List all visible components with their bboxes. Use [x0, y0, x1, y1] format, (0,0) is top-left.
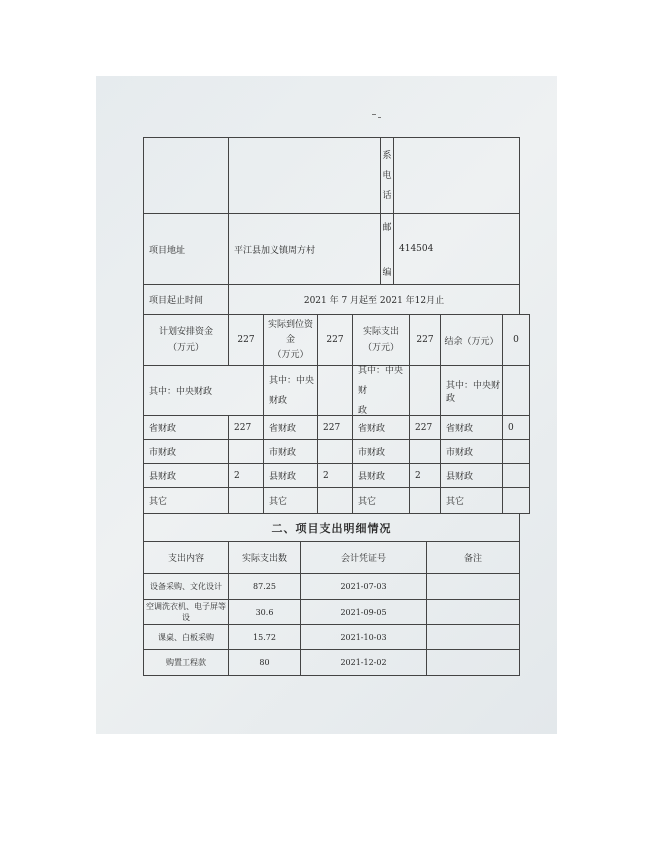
- finance-row-label: 县财政: [143, 463, 229, 488]
- central-finance-label-b-line: 财政: [269, 395, 288, 406]
- finance-row-value-a: 2: [228, 463, 264, 488]
- finance-row-label-d: 省财政: [440, 415, 503, 440]
- finance-row-value-b: [317, 487, 353, 514]
- planned-funds-label-unit: （万元）: [167, 343, 204, 353]
- received-funds-value: 227: [317, 314, 353, 366]
- finance-row-value-c: 227: [409, 415, 441, 440]
- finance-row-value-d: [502, 463, 530, 488]
- contact-value-blank: [228, 137, 381, 214]
- finance-row-value-a: 227: [228, 415, 264, 440]
- period-value: 2021 年 7 月起至 2021 年12月止: [228, 284, 520, 315]
- section2-title: 二、项目支出明细情况: [143, 513, 520, 542]
- contact-phone-label: [380, 137, 394, 214]
- central-finance-label-c-line: 其中：中央财: [358, 365, 404, 396]
- finance-row-value-c: 2: [409, 463, 441, 488]
- detail-header-content: 支出内容: [143, 541, 229, 574]
- detail-row-content: 设备采购、文化设计: [143, 573, 229, 600]
- received-funds-label-line: 金: [285, 334, 295, 345]
- contact-label-char: 话: [382, 190, 392, 201]
- finance-row-label-c: 其它: [352, 487, 410, 514]
- received-funds-label: [263, 314, 318, 366]
- postcode-label-char: 邮: [382, 223, 392, 233]
- detail-row-content: 课桌、白板采购: [143, 624, 229, 650]
- contact-phone-value: [393, 137, 520, 214]
- detail-row-content: 购置工程款: [143, 649, 229, 676]
- detail-row-note: [426, 599, 520, 625]
- detail-row-content: 空调洗衣机、电子屏等设: [143, 599, 229, 625]
- finance-row-label-b: 省财政: [263, 415, 318, 440]
- finance-row-label-d: 其它: [440, 487, 503, 514]
- detail-header-amount: 实际支出数: [228, 541, 301, 574]
- detail-row-amount: 80: [228, 649, 301, 676]
- received-funds-label-unit: （万元）: [272, 349, 309, 360]
- finance-row-value-b: [317, 439, 353, 464]
- detail-row-amount: 87.25: [228, 573, 301, 600]
- period-label: 项目起止时间: [143, 284, 229, 315]
- planned-funds-label-line: 计划安排资金: [158, 327, 213, 337]
- central-finance-label-a: 其中：中央财政: [143, 365, 264, 416]
- balance-value: 0: [502, 314, 530, 366]
- postcode-label-char: 编: [382, 268, 392, 278]
- contact-label-char: 电: [382, 170, 392, 181]
- spent-funds-label: [352, 314, 410, 366]
- detail-header-voucher: 会计凭证号: [300, 541, 427, 574]
- finance-row-value-d: [502, 439, 530, 464]
- scan-speck: [378, 117, 381, 118]
- central-finance-label-c: [352, 365, 410, 416]
- central-finance-value-c: [409, 365, 441, 416]
- balance-label: 结余（万元）: [440, 314, 503, 366]
- spent-funds-label-unit: （万元）: [362, 343, 399, 353]
- finance-row-value-c: [409, 439, 441, 464]
- detail-row-note: [426, 649, 520, 676]
- central-finance-label-b: [263, 365, 318, 416]
- scan-speck: [372, 114, 376, 115]
- central-finance-label-b-line: 其中：中央: [269, 375, 315, 386]
- finance-row-label-b: 市财政: [263, 439, 318, 464]
- detail-row-voucher: 2021-09-05: [300, 599, 427, 625]
- received-funds-label-line: 实际到位资: [267, 319, 313, 330]
- detail-row-voucher: 2021-12-02: [300, 649, 427, 676]
- detail-row-amount: 15.72: [228, 624, 301, 650]
- detail-row-voucher: 2021-10-03: [300, 624, 427, 650]
- detail-row-voucher: 2021-07-03: [300, 573, 427, 600]
- address-value: 平江县加义镇周方村: [228, 213, 381, 285]
- finance-row-label-c: 市财政: [352, 439, 410, 464]
- finance-row-label-d: 县财政: [440, 463, 503, 488]
- contact-label-char: 系: [382, 150, 392, 161]
- detail-row-note: [426, 573, 520, 600]
- finance-row-value-b: 227: [317, 415, 353, 440]
- finance-row-label: 省财政: [143, 415, 229, 440]
- finance-row-label-b: 其它: [263, 487, 318, 514]
- central-finance-value-d: [502, 365, 530, 416]
- finance-row-value-c: [409, 487, 441, 514]
- finance-row-value-a: [228, 439, 264, 464]
- finance-row-value-d: 0: [502, 415, 530, 440]
- planned-funds-label: [143, 314, 229, 366]
- detail-row-amount: 30.6: [228, 599, 301, 625]
- finance-row-label: 其它: [143, 487, 229, 514]
- finance-row-value-b: 2: [317, 463, 353, 488]
- finance-row-value-d: [502, 487, 530, 514]
- finance-row-label-b: 县财政: [263, 463, 318, 488]
- address-label: 项目地址: [143, 213, 229, 285]
- detail-header-note: 备注: [426, 541, 520, 574]
- finance-row-label: 市财政: [143, 439, 229, 464]
- finance-row-label-d: 市财政: [440, 439, 503, 464]
- finance-row-value-a: [228, 487, 264, 514]
- spent-funds-value: 227: [409, 314, 441, 366]
- central-finance-label-c-line: 政: [358, 405, 368, 416]
- postcode-value: 414504: [393, 213, 520, 285]
- finance-row-label-c: 省财政: [352, 415, 410, 440]
- finance-row-label-c: 县财政: [352, 463, 410, 488]
- planned-funds-value: 227: [228, 314, 264, 366]
- detail-row-note: [426, 624, 520, 650]
- postcode-label: [380, 213, 394, 285]
- contact-label-blank: [143, 137, 229, 214]
- central-finance-label-d: 其中：中央财政: [440, 365, 503, 416]
- spent-funds-label-line: 实际支出: [362, 327, 399, 337]
- central-finance-value-b: [317, 365, 353, 416]
